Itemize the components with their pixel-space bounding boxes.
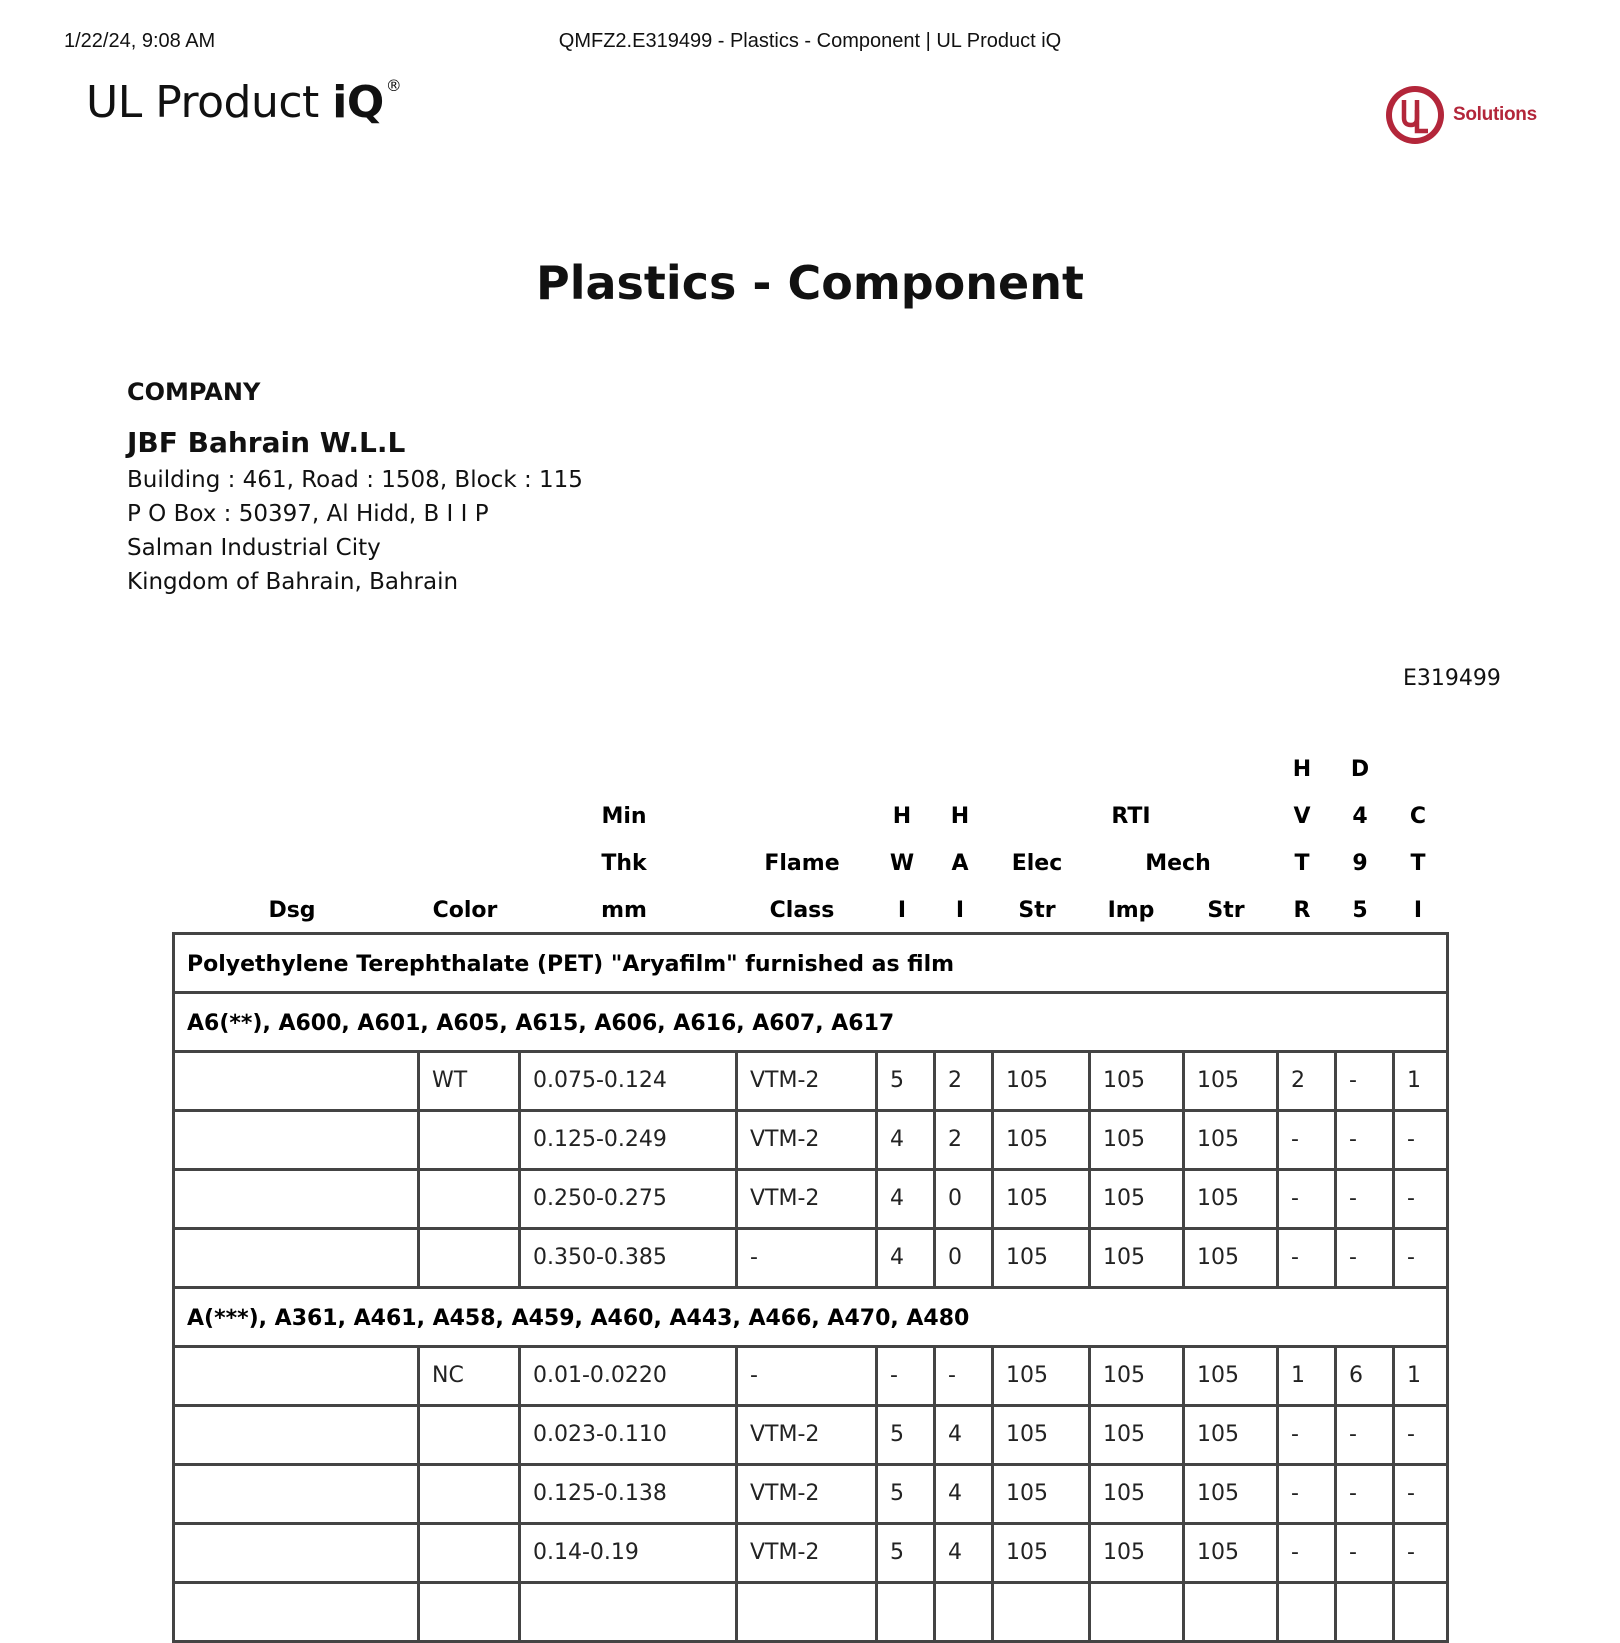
header-dsg: Dsg [268, 898, 316, 923]
cell-flame-class: - [735, 1348, 758, 1404]
header-thk: Thk [601, 851, 647, 876]
cell-cti: - [1392, 1407, 1415, 1463]
cell-thickness: 0.075-0.124 [518, 1053, 667, 1109]
cell-d495 [1334, 1584, 1349, 1640]
header-cti: T [1410, 851, 1426, 876]
company-name: JBF Bahrain W.L.L [127, 426, 406, 459]
cell-color: NC [417, 1348, 464, 1404]
cell-hwi: 5 [875, 1466, 904, 1522]
address-line: Kingdom of Bahrain, Bahrain [127, 569, 459, 595]
cell-flame-class: VTM-2 [735, 1112, 819, 1168]
table-row [172, 1407, 1449, 1466]
cell-color [417, 1230, 432, 1286]
header-hai: I [955, 898, 965, 923]
header-hwi: W [889, 851, 915, 876]
cell-dsg [175, 1171, 187, 1227]
cell-hvtr [1276, 1584, 1291, 1640]
cell-flame-class: VTM-2 [735, 1407, 819, 1463]
designation-group-row: A(***), A361, A461, A458, A459, A460, A443, A466, A470, A480 [172, 1289, 1449, 1348]
header-hai: H [950, 804, 970, 829]
cell-mech-imp: 105 [1088, 1053, 1145, 1109]
cell-hwi: 5 [875, 1053, 904, 1109]
table-row [172, 1112, 1449, 1171]
cell-mech-str: 105 [1182, 1407, 1239, 1463]
cell-hai: 2 [933, 1112, 962, 1168]
cell-elec-str: 105 [991, 1466, 1048, 1522]
cell-mech-imp: 105 [1088, 1407, 1145, 1463]
cell-d495: - [1334, 1053, 1357, 1109]
header-elec-str: Str [1018, 898, 1056, 923]
cell-cti: - [1392, 1230, 1415, 1286]
cell-flame-class: VTM-2 [735, 1466, 819, 1522]
cell-flame-class [735, 1584, 750, 1640]
cell-cti: 1 [1392, 1053, 1421, 1109]
cell-hai: 4 [933, 1407, 962, 1463]
cell-hai: 0 [933, 1171, 962, 1227]
cell-thickness [518, 1584, 533, 1640]
cell-color [417, 1525, 432, 1581]
cell-hai: 4 [933, 1466, 962, 1522]
cell-cti: - [1392, 1466, 1415, 1522]
logo-iq: iQ [332, 77, 384, 128]
cell-mech-str: 105 [1182, 1348, 1239, 1404]
cell-hwi: 4 [875, 1230, 904, 1286]
header-hwi: H [892, 804, 912, 829]
header-hvtr: V [1293, 804, 1311, 829]
cell-hwi: 5 [875, 1525, 904, 1581]
cell-dsg [175, 1584, 187, 1640]
header-cti: I [1413, 898, 1423, 923]
cell-mech-imp: 105 [1088, 1466, 1145, 1522]
cell-hvtr: - [1276, 1407, 1299, 1463]
cell-d495: - [1334, 1407, 1357, 1463]
cell-d495: 6 [1334, 1348, 1363, 1404]
ul-product-iq-logo[interactable] [86, 76, 401, 128]
cell-color [417, 1407, 432, 1463]
header-mech: Mech [1145, 851, 1211, 876]
cell-hvtr: - [1276, 1466, 1299, 1522]
header-elec: Elec [1011, 851, 1063, 876]
cell-hvtr: - [1276, 1525, 1299, 1581]
cell-color [417, 1171, 432, 1227]
header-hwi: I [897, 898, 907, 923]
header-hvtr: H [1292, 757, 1312, 782]
cell-d495: - [1334, 1171, 1357, 1227]
cell-dsg [175, 1407, 187, 1463]
cell-thickness: 0.125-0.138 [518, 1466, 667, 1522]
cell-cti: - [1392, 1171, 1415, 1227]
cell-hwi: 5 [875, 1407, 904, 1463]
cell-hai: 4 [933, 1525, 962, 1581]
cell-mech-imp: 105 [1088, 1525, 1145, 1581]
cell-mech-imp: 105 [1088, 1348, 1145, 1404]
header-d495: 4 [1352, 804, 1368, 829]
cell-hvtr: - [1276, 1171, 1299, 1227]
cell-thickness: 0.14-0.19 [518, 1525, 639, 1581]
header-d495: 5 [1352, 898, 1368, 923]
cell-hai: 2 [933, 1053, 962, 1109]
cell-d495: - [1334, 1112, 1357, 1168]
cell-color [417, 1584, 432, 1640]
cell-flame-class: - [735, 1230, 758, 1286]
cell-elec-str: 105 [991, 1112, 1048, 1168]
header-flame: Flame [764, 851, 840, 876]
cell-dsg [175, 1112, 187, 1168]
cell-d495: - [1334, 1230, 1357, 1286]
table-row [172, 1053, 1449, 1112]
cell-mech-imp: 105 [1088, 1171, 1145, 1227]
cell-color: WT [417, 1053, 467, 1109]
cell-thickness: 0.250-0.275 [518, 1171, 667, 1227]
cell-d495: - [1334, 1466, 1357, 1522]
ratings-table [172, 932, 1449, 1643]
cell-mech-imp: 105 [1088, 1112, 1145, 1168]
logo-prefix: UL Product [86, 77, 333, 128]
header-min: Min [601, 804, 647, 829]
company-heading: COMPANY [127, 378, 261, 406]
cell-hwi: - [875, 1348, 898, 1404]
solutions-label: Solutions [1453, 104, 1537, 125]
cell-mech-imp [1088, 1584, 1103, 1640]
cell-hwi [875, 1584, 890, 1640]
table-row [172, 1466, 1449, 1525]
page-title: Plastics - Component [536, 256, 1084, 310]
cell-d495: - [1334, 1525, 1357, 1581]
cell-hwi: 4 [875, 1112, 904, 1168]
cell-elec-str: 105 [991, 1230, 1048, 1286]
table-row [172, 1230, 1449, 1289]
cell-mech-str: 105 [1182, 1112, 1239, 1168]
logo-registered: ® [385, 76, 402, 95]
cell-hai: - [933, 1348, 956, 1404]
company-section [127, 378, 583, 599]
cell-elec-str: 105 [991, 1053, 1048, 1109]
cell-elec-str: 105 [991, 1407, 1048, 1463]
cell-mech-str: 105 [1182, 1466, 1239, 1522]
cell-dsg [175, 1230, 187, 1286]
address-line: Building : 461, Road : 1508, Block : 115 [127, 467, 583, 493]
cell-flame-class: VTM-2 [735, 1053, 819, 1109]
cell-flame-class: VTM-2 [735, 1171, 819, 1227]
cell-color [417, 1112, 432, 1168]
cell-cti: - [1392, 1525, 1415, 1581]
cell-hvtr: - [1276, 1230, 1299, 1286]
cell-mech-str: 105 [1182, 1171, 1239, 1227]
cell-flame-class: VTM-2 [735, 1525, 819, 1581]
designation-group-row: A6(**), A600, A601, A605, A615, A606, A616, A607, A617 [172, 994, 1449, 1053]
header-d495: 9 [1352, 851, 1368, 876]
ul-mark-icon [1384, 84, 1448, 148]
cell-dsg [175, 1525, 187, 1581]
table-row [172, 1525, 1449, 1584]
cell-elec-str: 105 [991, 1171, 1048, 1227]
print-datetime: 1/22/24, 9:08 AM [64, 30, 216, 52]
header-cti: C [1409, 804, 1427, 829]
print-header [0, 30, 1620, 56]
cell-mech-str: 105 [1182, 1053, 1239, 1109]
cell-hai: 0 [933, 1230, 962, 1286]
header-hvtr: T [1294, 851, 1310, 876]
table-row [172, 1171, 1449, 1230]
cell-thickness: 0.125-0.249 [518, 1112, 667, 1168]
cell-color [417, 1466, 432, 1522]
file-number: E319499 [1403, 666, 1501, 691]
cell-mech-imp: 105 [1088, 1230, 1145, 1286]
table-row-partial [172, 1584, 1449, 1643]
header-hvtr: R [1293, 898, 1311, 923]
header-class: Class [769, 898, 835, 923]
cell-hvtr: 2 [1276, 1053, 1305, 1109]
header-d495: D [1350, 757, 1370, 782]
header-rti: RTI [1111, 804, 1151, 829]
cell-mech-str [1182, 1584, 1197, 1640]
cell-thickness: 0.350-0.385 [518, 1230, 667, 1286]
print-page-title: QMFZ2.E319499 - Plastics - Component | UL Product iQ [558, 30, 1062, 52]
table-row [172, 1348, 1449, 1407]
cell-elec-str [991, 1584, 1006, 1640]
cell-elec-str: 105 [991, 1525, 1048, 1581]
cell-hwi: 4 [875, 1171, 904, 1227]
cell-cti: 1 [1392, 1348, 1421, 1404]
cell-hvtr: 1 [1276, 1348, 1305, 1404]
cell-thickness: 0.023-0.110 [518, 1407, 667, 1463]
header-mm: mm [601, 898, 647, 923]
cell-mech-str: 105 [1182, 1230, 1239, 1286]
header-hai: A [951, 851, 969, 876]
cell-cti: - [1392, 1112, 1415, 1168]
cell-thickness: 0.01-0.0220 [518, 1348, 667, 1404]
material-row: Polyethylene Terephthalate (PET) "Aryafilm" furnished as film [172, 932, 1449, 994]
address-line: Salman Industrial City [127, 535, 381, 561]
header-imp: Imp [1107, 898, 1155, 923]
ul-solutions-logo[interactable] [1384, 84, 1544, 148]
cell-mech-str: 105 [1182, 1525, 1239, 1581]
cell-hai [933, 1584, 948, 1640]
address-line: P O Box : 50397, Al Hidd, B I I P [127, 501, 489, 527]
cell-dsg [175, 1466, 187, 1522]
header-mech-str: Str [1207, 898, 1245, 923]
cell-elec-str: 105 [991, 1348, 1048, 1404]
cell-cti [1392, 1584, 1407, 1640]
cell-hvtr: - [1276, 1112, 1299, 1168]
header-color: Color [432, 898, 498, 923]
cell-dsg [175, 1348, 187, 1404]
cell-dsg [175, 1053, 187, 1109]
